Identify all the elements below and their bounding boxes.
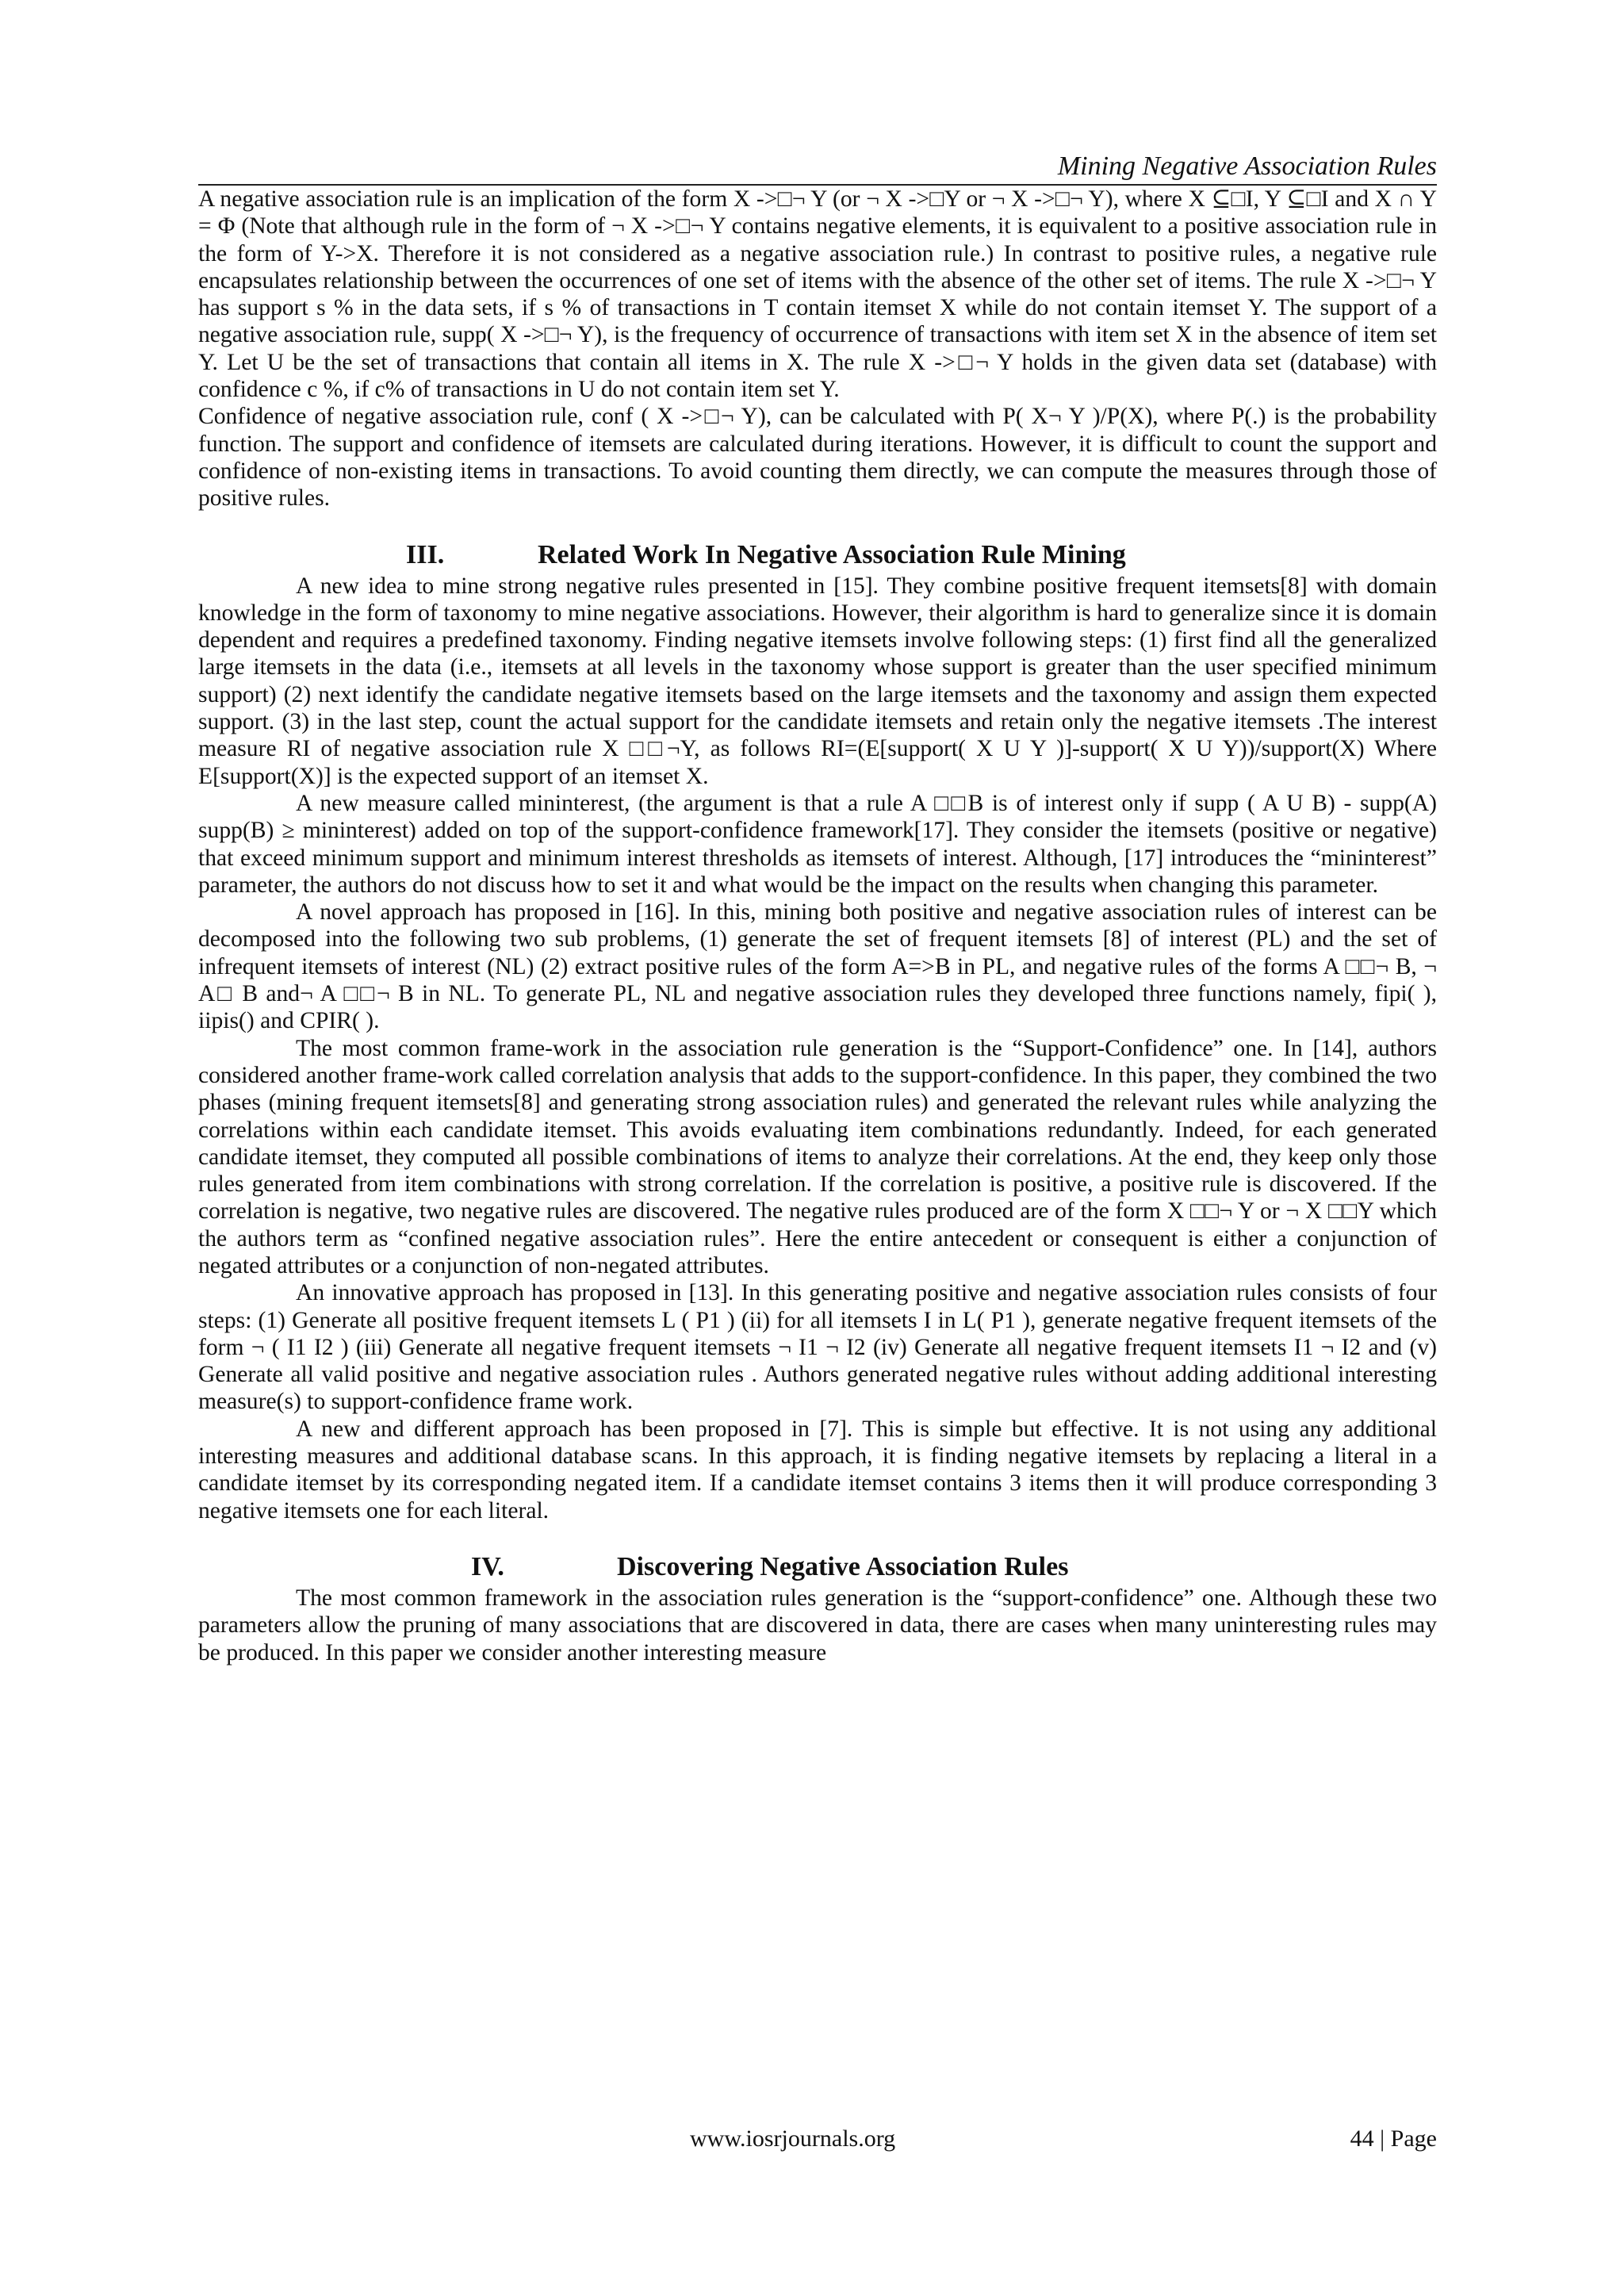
page-footer <box>198 2123 1437 2155</box>
intro-paragraph-2: Confidence of negative association rule, conf ( X ->□¬ Y), can be calculated with P( X¬ Y )/P(X), where P(.) is the probability function. The support and confidence of itemsets are calculated during iterations. However, it is difficult to count the support and confidence of non-existing items in transactions. To avoid counting them directly, we can compute the measures through those of positive rules. <box>198 404 1437 512</box>
section-3-paragraph: An innovative approach has proposed in [13]. In this generating positive and negative association rules consists of four steps: (1) Generate all positive frequent itemsets L ( P1 ) (ii) for all itemsets I in L( P1 ), generate negative frequent itemsets of the form ¬ ( I1 I2 ) (iii) Generate all negative frequent itemsets ¬ I1 ¬ I2 (iv) Generate all negative frequent itemsets I1 ¬ I2 and (v) Generate all valid positive and negative association rules . Authors generated negative rules without adding additional interesting measure(s) to support-confidence frame work. <box>198 1280 1437 1415</box>
intro-paragraph-1: A negative association rule is an implication of the form X ->□¬ Y (or ¬ X ->□Y or ¬ X ->□¬ Y), where X ⊆□I, Y ⊆□I and X ∩ Y = Φ (Note that although rule in the form of ¬ X ->□¬ Y contains negative elements, it is equivalent to a positive association rule in the form of Y->X. Therefore it is not considered as a negative association rule.) In contrast to positive rules, a negative rule encapsulates relationship between the occurrences of one set of items with the absence of the other set of items. The rule X ->□¬ Y has support s % in the data sets, if s % of transactions in T contain itemset X while do not contain itemset Y. The support of a negative association rule, supp( X ->□¬ Y), is the frequency of occurrence of transactions with item set X in the absence of item set Y. Let U be the set of transactions that contain all items in X. The rule X ->□¬ Y holds in the given data set (database) with confidence c %, if c% of transactions in U do not contain item set Y. <box>198 186 1437 403</box>
section-4-paragraph: The most common framework in the association rules generation is the “support-confidence” one. Although these two parameters allow the pruning of many associations that are discovered in data, there are cases when many uninteresting rules may be produced. In this paper we consider another interesting measure <box>198 1585 1437 1665</box>
section-3-number: III. <box>406 539 445 569</box>
footer-website: www.iosrjournals.org <box>690 2125 896 2152</box>
footer-page-number: 44 | Page <box>1350 2125 1437 2152</box>
running-title: Mining Negative Association Rules <box>1057 151 1437 181</box>
page-body <box>198 151 1437 1666</box>
section-3-paragraph: A novel approach has proposed in [16]. In this, mining both positive and negative association rules of interest can be decomposed into the following two sub problems, (1) generate the set of frequent itemsets [8] of interest (PL) and the set of infrequent itemsets of interest (NL) (2) extract positive rules of the form A=>B in PL, and negative rules of the forms A □□¬ B, ¬ A□ B and¬ A □□¬ B in NL. To generate PL, NL and negative association rules they developed three functions namely, fipi( ), iipis() and CPIR( ). <box>198 899 1437 1034</box>
section-3-paragraph: A new measure called mininterest, (the argument is that a rule A □□B is of interest only if supp ( A U B) - supp(A) supp(B) ≥ mininterest) added on top of the support-confidence framework[17]. They consider the itemsets (positive or negative) that exceed minimum support and minimum interest thresholds as itemsets of interest. Although, [17] introduces the “mininterest” parameter, the authors do not discuss how to set it and what would be the impact on the results when changing this parameter. <box>198 790 1437 898</box>
section-3-heading <box>198 539 1437 571</box>
section-3-paragraph: A new idea to mine strong negative rules presented in [15]. They combine positive frequent itemsets[8] with domain knowledge in the form of taxonomy to mine negative associations. However, their algorithm is hard to generalize since it is domain dependent and requires a predefined taxonomy. Finding negative itemsets involve following steps: (1) first find all the generalized large itemsets in the data (i.e., itemsets at all levels in the taxonomy whose support is greater than the user specified minimum support) (2) next identify the candidate negative itemsets based on the large itemsets and the taxonomy and assign them expected support. (3) in the last step, count the actual support for the candidate itemsets and retain only the negative itemsets .The interest measure RI of negative association rule X □□¬Y, as follows RI=(E[support( X U Y )]-support( X U Y))/support(X) Where E[support(X)] is the expected support of an itemset X. <box>198 573 1437 789</box>
section-4-number: IV. <box>471 1551 504 1581</box>
section-4-title: Discovering Negative Association Rules <box>617 1551 1069 1581</box>
section-3-title: Related Work In Negative Association Rule Mining <box>538 539 1126 569</box>
section-3-paragraph: A new and different approach has been proposed in [7]. This is simple but effective. It is not using any additional interesting measures and additional database scans. In this approach, it is finding negative itemsets by replacing a literal in a candidate itemset by its corresponding negated item. If a candidate itemset contains 3 items then it will produce corresponding 3 negative itemsets one for each literal. <box>198 1416 1437 1524</box>
section-3-paragraph: The most common frame-work in the association rule generation is the “Support-Confidence” one. In [14], authors considered another frame-work called correlation analysis that adds to the support-confidence. In this paper, they combined the two phases (mining frequent itemsets[8] and generating strong association rules) and generated the relevant rules while analyzing the correlations within each candidate itemset. This avoids evaluating item combinations redundantly. Indeed, for each generated candidate itemset, they computed all possible combinations of items to analyze their correlations. At the end, they keep only those rules generated from item combinations with strong correlation. If the correlation is positive, a positive rule is discovered. If the correlation is negative, two negative rules are discovered. The negative rules produced are of the form X □□¬ Y or ¬ X □□Y which the authors term as “confined negative association rules”. Here the entire antecedent or consequent is either a conjunction of negated attributes or a conjunction of non-negated attributes. <box>198 1035 1437 1278</box>
section-4-heading <box>198 1551 1437 1583</box>
